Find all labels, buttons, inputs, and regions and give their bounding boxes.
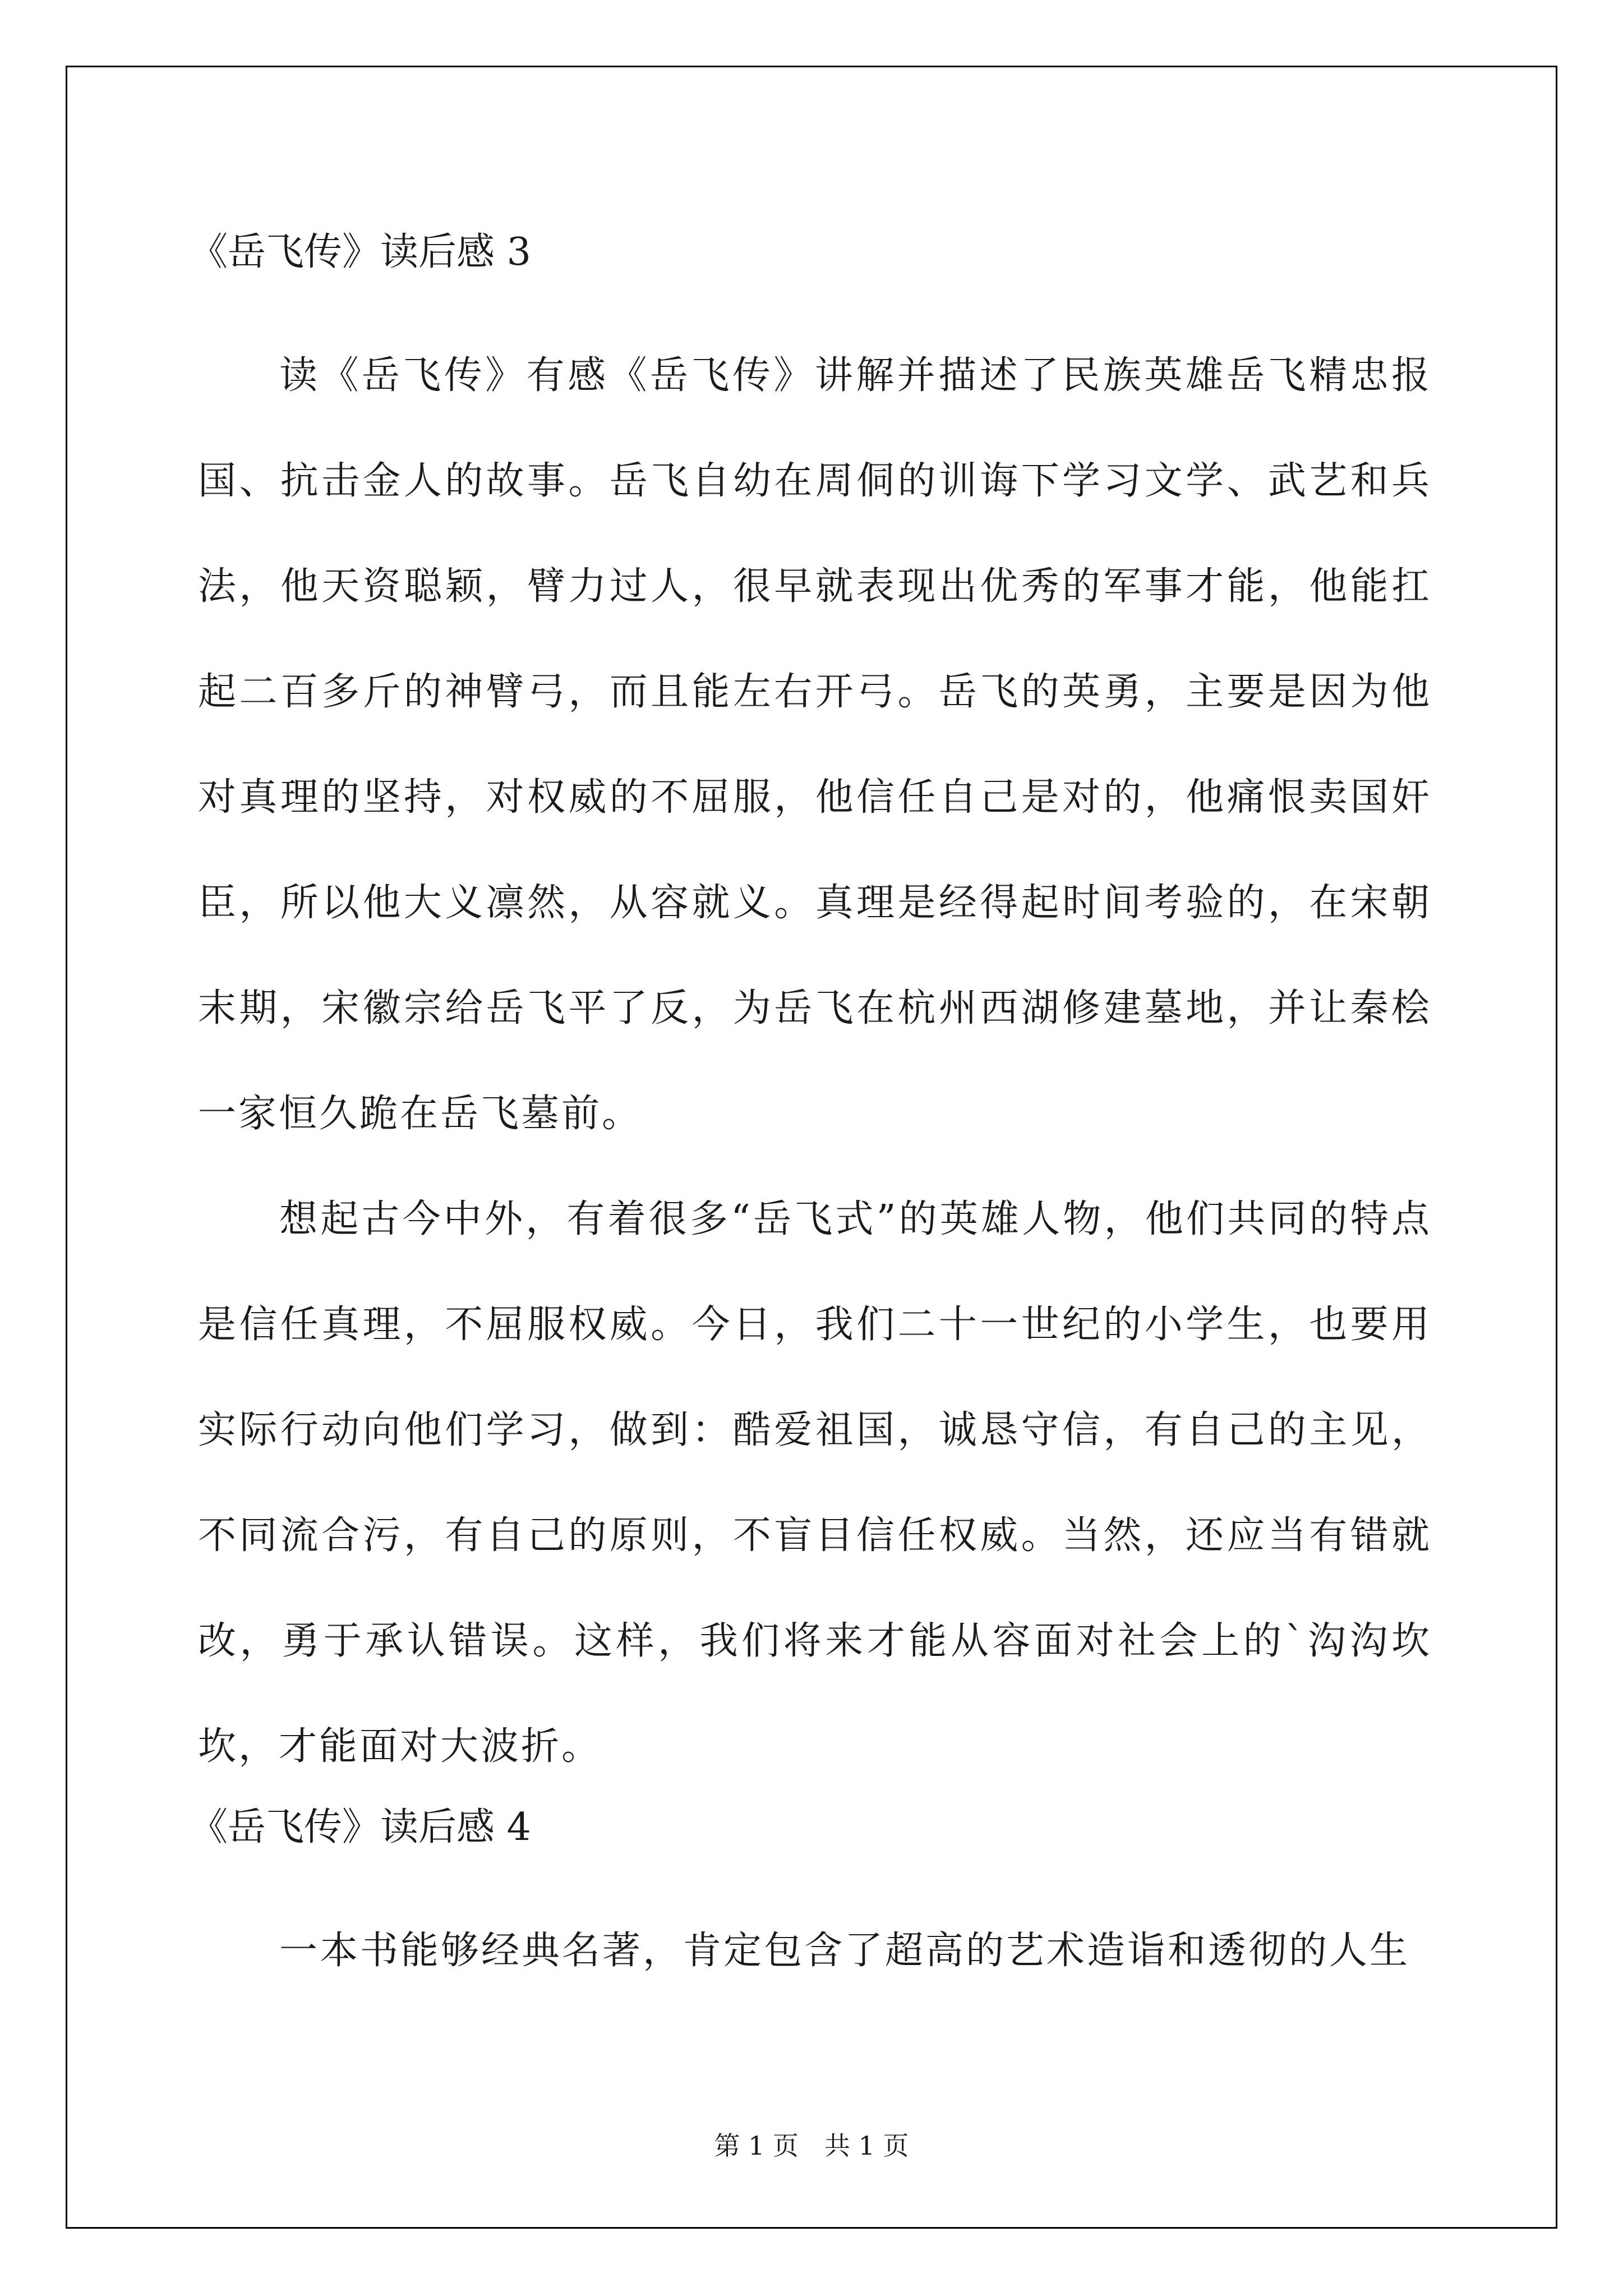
section-heading: 《岳飞传》读后感 3 [190, 230, 531, 274]
body-paragraph: 读《岳飞传》有感《岳飞传》讲解并描述了民族英雄岳飞精忠报国、抗击金人的故事。岳飞自幼在周侗的训诲下学习文学、武艺和兵法，他天资聪颖，臂力过人，很早就表现出优秀的军事才能，他能扛起二百多斤的神臂弓，而且能左右开弓。岳飞的英勇，主要是因为他对真理的坚持，对权威的不屈服，他信任自己是对的，他痛恨卖国奸臣，所以他大义凛然，从容就义。真理是经得起时间考验的，在宋朝末期，宋徽宗给岳飞平了反，为岳飞在杭州西湖修建墓地，并让秦桧一家恒久跪在岳飞墓前。 [198, 353, 1432, 1136]
body-paragraph: 一本书能够经典名著，肯定包含了超高的艺术造诣和透彻的人生 [279, 1929, 1410, 1973]
page-footer: 第 1 页 共 1 页 [714, 2131, 909, 2161]
section-heading: 《岳飞传》读后感 4 [190, 1805, 531, 1849]
document-body [190, 224, 1432, 2004]
body-paragraph: 想起古今中外，有着很多“岳飞式”的英雄人物，他们共同的特点是信任真理，不屈服权威。今日，我们二十一世纪的小学生，也要用实际行动向他们学习，做到：酷爱祖国，诚恳守信，有自己的主见，不同流合污，有自己的原则，不盲目信任权威。当然，还应当有错就改，勇于承认错误。这样，我们将来才能从容面对社会上的`沟沟坎坎，才能面对大波折。 [198, 1197, 1432, 1769]
